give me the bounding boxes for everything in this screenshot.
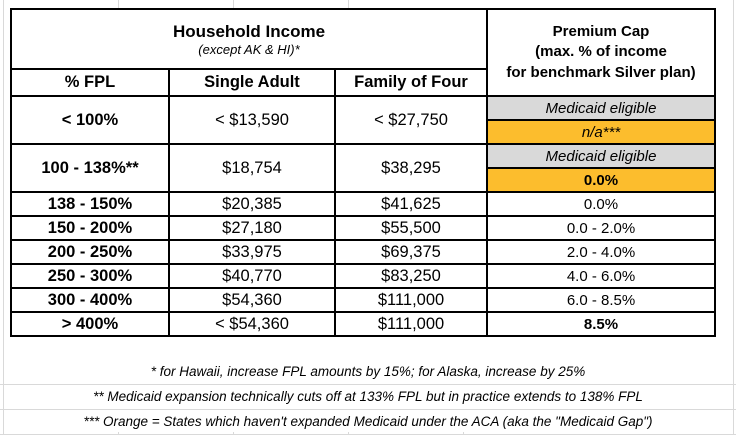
cell-single-adult: < $13,590	[169, 96, 335, 144]
column-header-fpl: % FPL	[11, 69, 169, 96]
cell-fpl-range: 150 - 200%	[11, 216, 169, 240]
cell-premium-cap: 2.0 - 4.0%	[487, 240, 715, 264]
household-income-subtitle: (except AK & HI)*	[198, 41, 300, 57]
cell-fpl-range: 300 - 400%	[11, 288, 169, 312]
gridline	[118, 0, 119, 8]
cell-single-adult: $33,975	[169, 240, 335, 264]
cell-fpl-range: > 400%	[11, 312, 169, 336]
cell-premium-cap-medicaid: Medicaid eligible	[487, 96, 715, 120]
cell-premium-cap: 0.0%	[487, 192, 715, 216]
household-income-title: Household Income	[172, 21, 326, 41]
column-header-family-of-four: Family of Four	[335, 69, 487, 96]
cell-single-adult: $18,754	[169, 144, 335, 192]
cell-premium-cap: 0.0 - 2.0%	[487, 216, 715, 240]
cell-single-adult: $40,770	[169, 264, 335, 288]
cell-family-of-four: $111,000	[335, 288, 487, 312]
footnotes	[0, 360, 736, 435]
cell-fpl-range: 250 - 300%	[11, 264, 169, 288]
household-income-header-cell	[11, 9, 487, 69]
gridline	[348, 0, 349, 8]
cell-single-adult: $27,180	[169, 216, 335, 240]
fpl-premium-cap-table	[10, 8, 716, 337]
premium-cap-title-line1: Premium Cap	[552, 23, 650, 41]
premium-cap-title-line2: (max. % of income	[535, 43, 667, 61]
premium-cap-title-line3: for benchmark Silver plan)	[506, 63, 696, 81]
cell-single-adult: $54,360	[169, 288, 335, 312]
cell-premium-cap: 8.5%	[487, 312, 715, 336]
cell-family-of-four: < $27,750	[335, 96, 487, 144]
cell-premium-cap: 6.0 - 8.5%	[487, 288, 715, 312]
premium-cap-header-cell	[487, 9, 715, 96]
cell-family-of-four: $69,375	[335, 240, 487, 264]
cell-family-of-four: $55,500	[335, 216, 487, 240]
cell-premium-cap-gap: 0.0%	[487, 168, 715, 192]
footnote-medicaid-gap: *** Orange = States which haven't expanded Medicaid under the ACA (aka the "Medicaid Gap")	[0, 410, 736, 435]
column-header-single-adult: Single Adult	[169, 69, 335, 96]
cell-premium-cap-gap: n/a***	[487, 120, 715, 144]
cell-fpl-range: 100 - 138%**	[11, 144, 169, 192]
cell-single-adult: < $54,360	[169, 312, 335, 336]
cell-family-of-four: $41,625	[335, 192, 487, 216]
footnote-medicaid-expansion: ** Medicaid expansion technically cuts off at 133% FPL but in practice extends to 138% FPL	[0, 385, 736, 410]
cell-fpl-range: < 100%	[11, 96, 169, 144]
cell-family-of-four: $38,295	[335, 144, 487, 192]
cell-premium-cap: 4.0 - 6.0%	[487, 264, 715, 288]
cell-fpl-range: 138 - 150%	[11, 192, 169, 216]
gridline	[233, 0, 234, 8]
footnote-hawaii-alaska: * for Hawaii, increase FPL amounts by 15%; for Alaska, increase by 25%	[0, 360, 736, 385]
cell-family-of-four: $111,000	[335, 312, 487, 336]
cell-family-of-four: $83,250	[335, 264, 487, 288]
cell-single-adult: $20,385	[169, 192, 335, 216]
cell-premium-cap-medicaid: Medicaid eligible	[487, 144, 715, 168]
cell-fpl-range: 200 - 250%	[11, 240, 169, 264]
